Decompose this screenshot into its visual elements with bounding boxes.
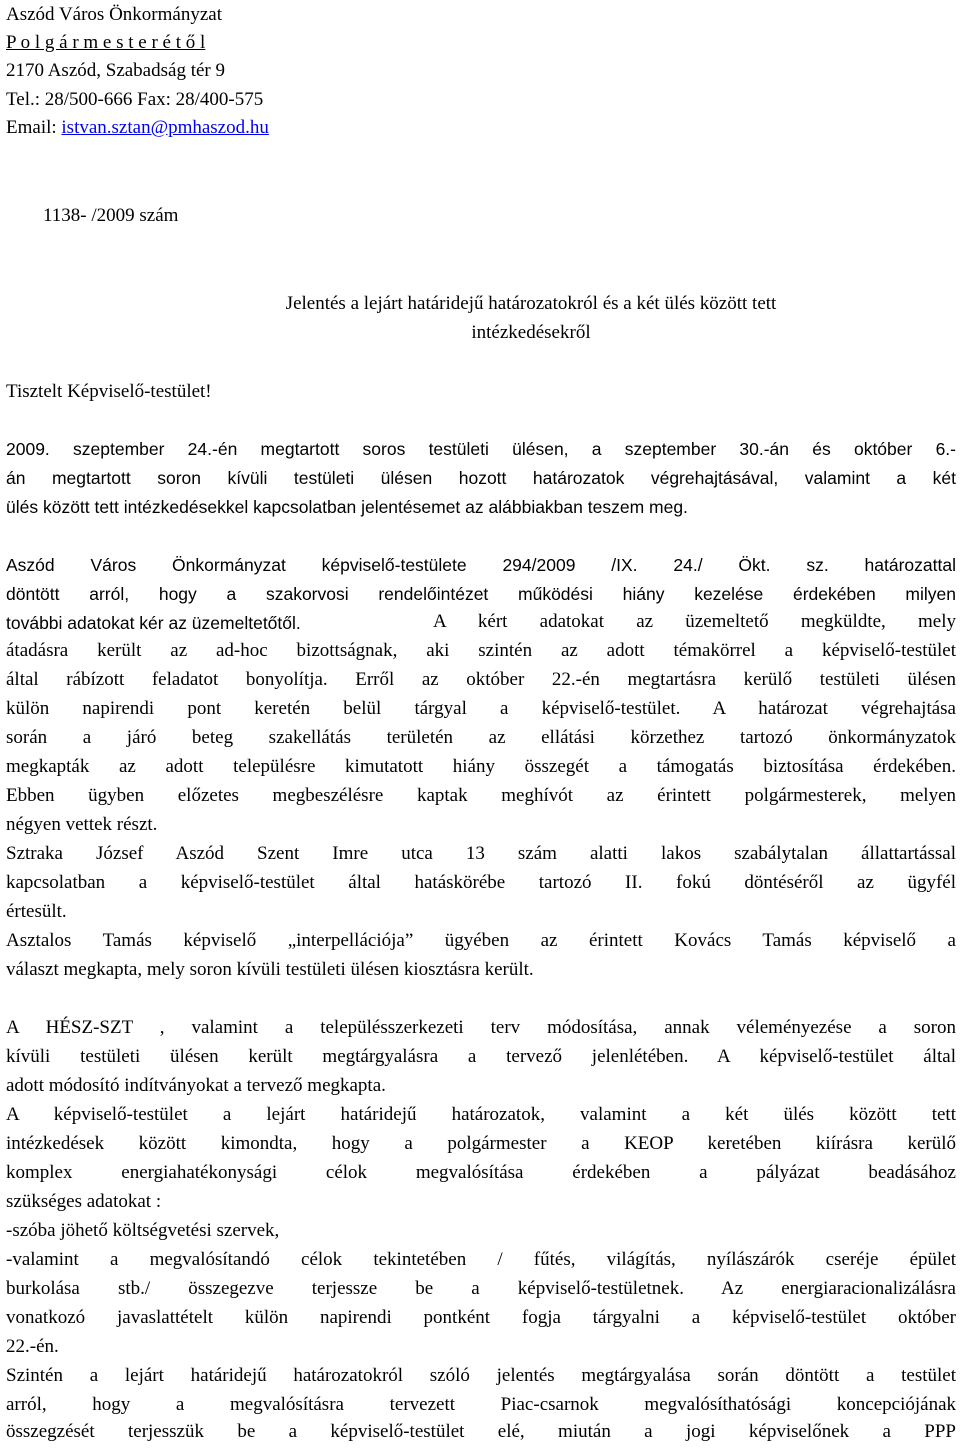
body-line: négyen vettek részt. <box>6 814 158 835</box>
body-line: kapcsolatban a képviselő-testület által hatáskörébe tartozó II. fokú döntéséről az ügyfél <box>6 872 956 893</box>
body-line: szükséges adatokat : <box>6 1191 162 1212</box>
phone-fax: Tel.: 28/500-666 Fax: 28/400-575 <box>6 89 264 110</box>
salutation: Tisztelt Képviselő-testület! <box>6 381 212 402</box>
address: 2170 Aszód, Szabadság tér 9 <box>6 60 225 81</box>
body-line: külön napirendi pont keretén belül tárgyal a képviselő-testület. A határozat végrehajtása <box>6 698 956 719</box>
body-line: választ megkapta, mely soron kívüli testületi ülésen kiosztásra került. <box>6 959 534 980</box>
body-line: A képviselő-testület a lejárt határidejű határozatok, valamint a két ülés között tett <box>6 1104 956 1125</box>
body-line: A HÉSZ-SZT , valamint a településszerkezeti terv módosítása, annak véleményezése a soron <box>6 1017 956 1038</box>
body-line: 22.-én. <box>6 1336 59 1357</box>
body-line: Asztalos Tamás képviselő „interpellációja” ügyében az érintett Kovács Tamás képviselő a <box>6 930 956 951</box>
body-line: burkolása stb./ összegezve terjessze be a képviselő-testületnek. Az energiaracionalizálásra <box>6 1278 956 1299</box>
body-line: értesült. <box>6 901 67 922</box>
body-line: további adatokat kér az üzemeltetőtől. <box>6 613 301 633</box>
body-line: adott módosító indítványokat a tervező megkapta. <box>6 1075 386 1096</box>
body-line: -valamint a megvalósítandó célok tekintetében / fűtés, világítás, nyílászárók cseréje épület <box>6 1249 956 1270</box>
intro-line: án megtartott soron kívüli testületi ülésen hozott határozatok végrehajtásával, valamint a két <box>6 468 956 488</box>
email-link[interactable]: istvan.sztan@pmhaszod.hu <box>61 117 269 138</box>
report-title-line1: Jelentés a lejárt határidejű határozatokról és a két ülés között tett <box>285 293 777 314</box>
report-title-line2: intézkedésekről <box>471 322 591 343</box>
intro-line: ülés között tett intézkedésekkel kapcsolatban jelentésemet az alábbiakban teszem meg. <box>6 497 688 517</box>
body-line: -szóba jöhető költségvetési szervek, <box>6 1220 280 1241</box>
body-line: komplex energiahatékonysági célok megvalósítása érdekében a pályázat beadásához <box>6 1162 956 1183</box>
body-line: arról, hogy a megvalósításra tervezett Piac-csarnok megvalósíthatósági koncepciójának <box>6 1394 956 1415</box>
email-line <box>6 117 269 139</box>
body-line: döntött arról, hogy a szakorvosi rendelőintézet működési hiány kezelése érdekében milyen <box>6 584 956 604</box>
body-line: átadásra került az ad-hoc bizottságnak, aki szintén az adott témakörrel a képviselő-testület <box>6 640 956 661</box>
body-line: által rábízott feladatot bonyolítja. Erről az október 22.-én megtartásra kerülő testületi ülésen <box>6 669 956 690</box>
body-line: során a járó beteg szakellátás területén az ellátási körzethez tartozó önkormányzatok <box>6 727 956 748</box>
office-name: P o l g á r m e s t e r é t ő l <box>6 32 206 53</box>
body-line: összegzését terjesszük be a képviselő-testület elé, miután a jogi képviselőnek a PPP <box>6 1421 956 1442</box>
org-name: Aszód Város Önkormányzat <box>6 4 222 25</box>
intro-line: 2009. szeptember 24.-én megtartott soros testületi ülésen, a szeptember 30.-án és október 6.- <box>6 439 956 459</box>
body-line: kívüli testületi ülésen került megtárgyalásra a tervező jelenlétében. A képviselő-testület által <box>6 1046 956 1067</box>
body-line: Sztraka József Aszód Szent Imre utca 13 szám alatti lakos szabálytalan állattartással <box>6 843 956 864</box>
body-line: A kért adatokat az üzemeltető megküldte, mely <box>433 611 956 632</box>
body-line: Aszód Város Önkormányzat képviselő-testülete 294/2009 /IX. 24./ Ökt. sz. határozattal <box>6 555 956 575</box>
body-line: Ebben ügyben előzetes megbeszélésre kaptak meghívót az érintett polgármesterek, melyen <box>6 785 956 806</box>
email-label: Email: <box>6 117 57 138</box>
reference-number: 1138- /2009 szám <box>43 205 179 226</box>
body-line: vonatkozó javaslattételt külön napirendi pontként fogja tárgyalni a képviselő-testület október <box>6 1307 956 1328</box>
body-line: Szintén a lejárt határidejű határozatokról szóló jelentés megtárgyalása során döntött a testület <box>6 1365 956 1386</box>
body-line: intézkedések között kimondta, hogy a polgármester a KEOP keretében kiírásra kerülő <box>6 1133 956 1154</box>
body-line: megkapták az adott településre kimutatott hiány összegét a támogatás biztosítása érdekében. <box>6 756 956 777</box>
